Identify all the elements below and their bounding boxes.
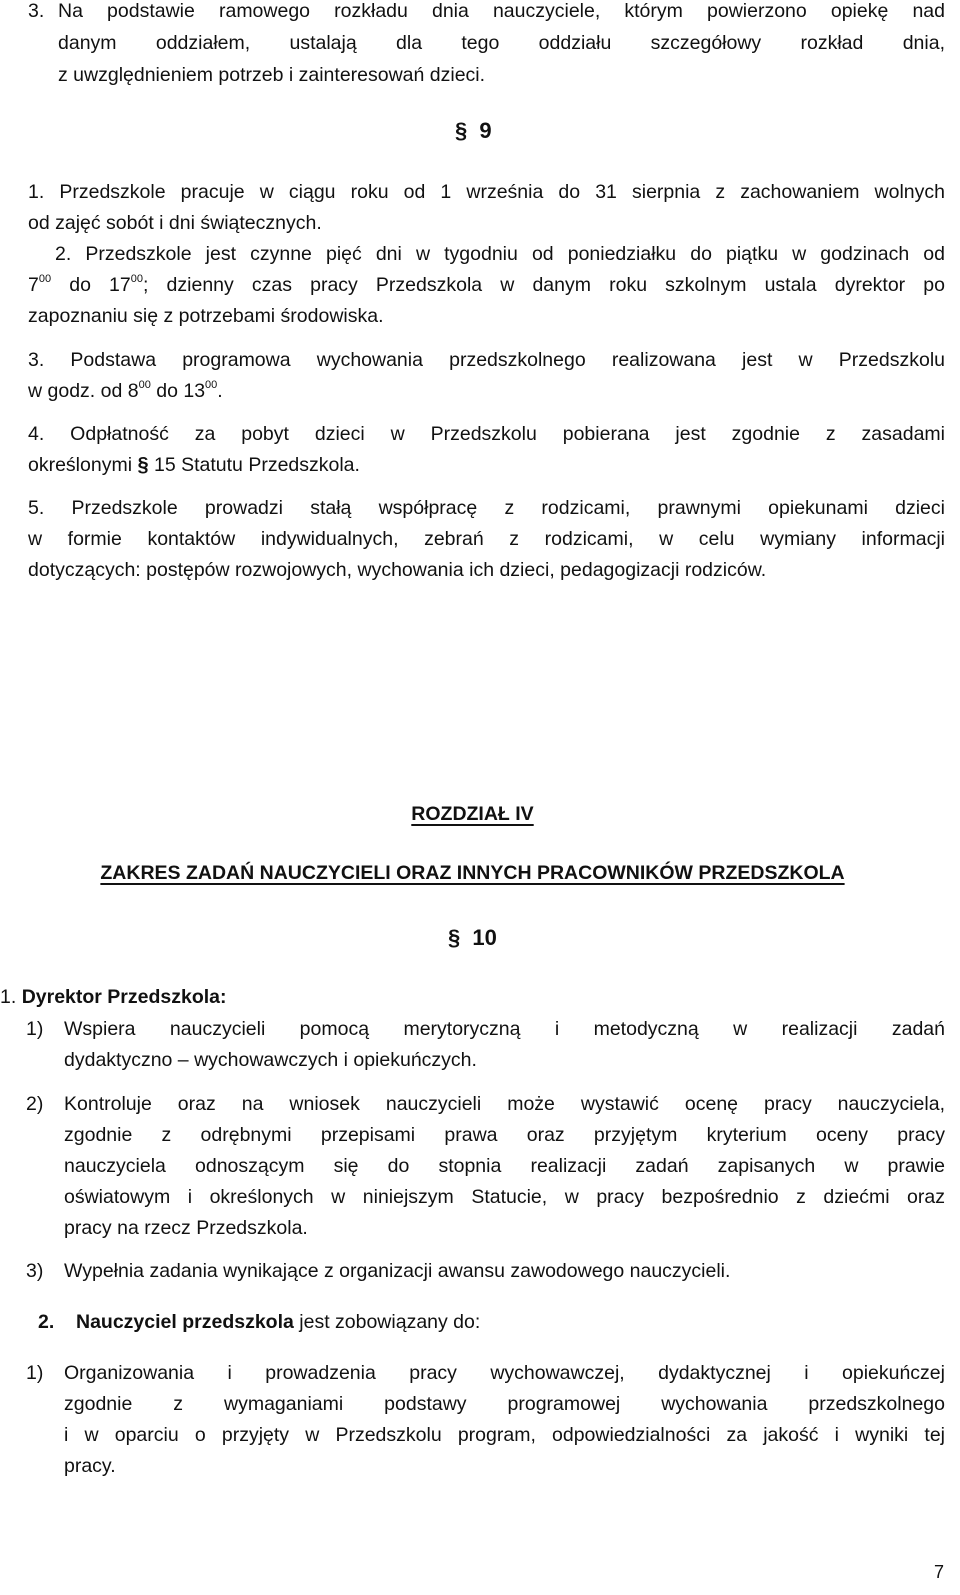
par9-item-3-line-1: 3. Podstawa programowa wychowania przedszkolnego realizowana jest w Przedszkolu [28,349,945,371]
par10-sub-2-item-1-line-1: Organizowania i prowadzenia pracy wychowawczej, dydaktycznej i opiekuńczej [64,1362,945,1384]
item-3-line-3: z uwzględnieniem potrzeb i zainteresowań dzieci. [58,64,486,86]
par10-item-2-line-3: nauczyciela odnoszącym się do stopnia realizacji zadań zapisanych w prawie [64,1155,945,1177]
section-number: 9 [479,118,492,143]
par9-item-4-line-2: określonymi § 15 Statutu Przedszkola. [28,454,360,476]
par9-item-5-line-3: dotyczących: postępów rozwojowych, wychowania ich dzieci, pedagogizacji rodziców. [28,559,767,581]
par9-item-1-line-1: 1. Przedszkole pracuje w ciągu roku od 1 września do 31 sierpnia z zachowaniem wolnych [28,181,945,203]
section-sign-icon: § [455,118,468,143]
par10-item-3-number: 3) [26,1260,44,1282]
par9-item-2-line-1: 2. Przedszkole jest czynne pięć dni w tygodniu od poniedziałku do piątku w godzinach od [55,243,945,265]
par10-sub-2-item-1-line-2: zgodnie z wymaganiami podstawy programowej wychowania przedszkolnego [64,1393,945,1415]
par9-item-5-line-2: w formie kontaktów indywidualnych, zebrań z rodzicami, w celu wymiany informacji [28,528,945,550]
section-sign-icon: § [137,454,149,476]
par9-item-5-line-1: 5. Przedszkole prowadzi stałą współpracę z rodzicami, prawnymi opiekunami dzieci [28,497,945,519]
page-number: 7 [934,1562,945,1582]
par10-sub-2-item-1-number: 1) [26,1362,44,1384]
par10-item-2-line-1: Kontroluje oraz na wniosek nauczycieli może wystawić ocenę pracy nauczyciela, [64,1093,945,1115]
par9-item-1-line-2: od zajęć sobót i dni świątecznych. [28,212,322,234]
par10-item-3-line-1: Wypełnia zadania wynikające z organizacji awansu zawodowego nauczycieli. [64,1260,731,1282]
par10-sub-1-heading: 1. Dyrektor Przedszkola: [0,986,227,1008]
section-10-heading [448,925,497,951]
par10-item-1-number: 1) [26,1018,44,1040]
section-9-heading [455,118,492,144]
chapter-title: ROZDZIAŁ IV [411,803,534,825]
par10-item-2-line-4: oświatowym i określonych w niniejszym Statucie, w pracy bezpośrednio z dziećmi oraz [64,1186,945,1208]
par9-item-2-line-2: $7^{00}$ do $17^{00}$; dzienny czas pracy Przedszkola w danym roku szkolnym ustala dyrektor po [28,273,945,296]
item-3-number: 3. [28,0,45,22]
par10-sub-2-heading: Nauczyciel przedszkola jest zobowiązany do: [76,1311,481,1333]
par10-item-1-line-1: Wspiera nauczycieli pomocą merytoryczną i metodyczną w realizacji zadań [64,1018,945,1040]
par9-item-3-line-2: w godz. od $8^{00}$ do $13^{00}$. [28,379,223,402]
item-3-line-1: Na podstawie ramowego rozkładu dnia nauczyciele, którym powierzono opiekę nad [58,0,945,22]
par9-item-4-line-1: 4. Odpłatność za pobyt dzieci w Przedszkolu pobierana jest zgodnie z zasadami [28,423,945,445]
par10-item-2-line-2: zgodnie z odrębnymi przepisami prawa oraz przyjętym kryterium oceny pracy [64,1124,945,1146]
par10-item-2-line-5: pracy na rzecz Przedszkola. [64,1217,308,1239]
section-sign-icon: § [448,925,461,950]
par9-item-2-line-3: zapoznaniu się z potrzebami środowiska. [28,305,384,327]
par10-sub-2-item-1-line-4: pracy. [64,1455,116,1477]
par10-sub-2-number: 2. [38,1311,55,1333]
par10-sub-2-item-1-line-3: i w oparciu o przyjęty w Przedszkolu program, odpowiedzialności za jakość i wyniki tej [64,1424,945,1446]
par10-item-1-line-2: dydaktyczno – wychowawczych i opiekuńczych. [64,1049,477,1071]
par10-item-2-number: 2) [26,1093,44,1115]
chapter-subtitle: ZAKRES ZADAŃ NAUCZYCIELI ORAZ INNYCH PRACOWNIKÓW PRZEDSZKOLA [100,862,845,884]
item-3-line-2: danym oddziałem, ustalają dla tego oddziału szczegółowy rozkład dnia, [58,32,945,54]
section-number: 10 [472,925,497,950]
